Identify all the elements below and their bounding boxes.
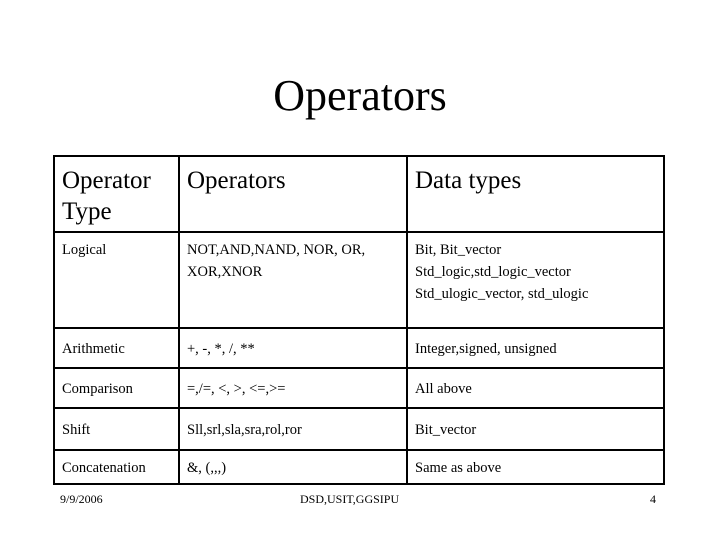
table-header-row (54, 156, 664, 232)
footer-course: DSD,USIT,GGSIPU (300, 492, 400, 506)
cell-datatypes-concatenation: Same as above (407, 450, 664, 484)
cell-type-logical: Logical (54, 232, 179, 328)
table-row-arithmetic (54, 328, 664, 368)
table-row-logical (54, 232, 664, 328)
cell-type-comparison: Comparison (54, 368, 179, 408)
cell-operators-logical: NOT,AND,NAND, NOR, OR, XOR,XNOR (179, 232, 407, 328)
table-row-shift (54, 408, 664, 450)
cell-datatypes-comparison: All above (407, 368, 664, 408)
cell-type-shift: Shift (54, 408, 179, 450)
header-data-types: Data types (407, 156, 664, 232)
operators-table (53, 155, 665, 485)
header-operators: Operators (179, 156, 407, 232)
datatype-line-3: Std_ulogic_vector, std_ulogic (415, 286, 589, 302)
footer-date: 9/9/2006 (60, 492, 103, 506)
datatype-line-2: Std_logic,std_logic_vector (415, 264, 571, 280)
cell-operators-arithmetic: +, -, *, /, ** (179, 328, 407, 368)
table-row-comparison (54, 368, 664, 408)
cell-type-arithmetic: Arithmetic (54, 328, 179, 368)
footer-page-number: 4 (650, 492, 656, 506)
cell-datatypes-logical (407, 232, 664, 328)
datatype-line-1: Bit, Bit_vector (415, 242, 502, 258)
header-operator-type: Operator Type (54, 156, 179, 232)
cell-operators-concatenation: &, (,,,) (179, 450, 407, 484)
cell-datatypes-shift: Bit_vector (407, 408, 664, 450)
table-row-concatenation (54, 450, 664, 484)
cell-type-concatenation: Concatenation (54, 450, 179, 484)
slide-title: Operators (273, 71, 447, 120)
cell-operators-comparison: =,/=, <, >, <=,>= (179, 368, 407, 408)
cell-operators-shift: Sll,srl,sla,sra,rol,ror (179, 408, 407, 450)
cell-datatypes-arithmetic: Integer,signed, unsigned (407, 328, 664, 368)
